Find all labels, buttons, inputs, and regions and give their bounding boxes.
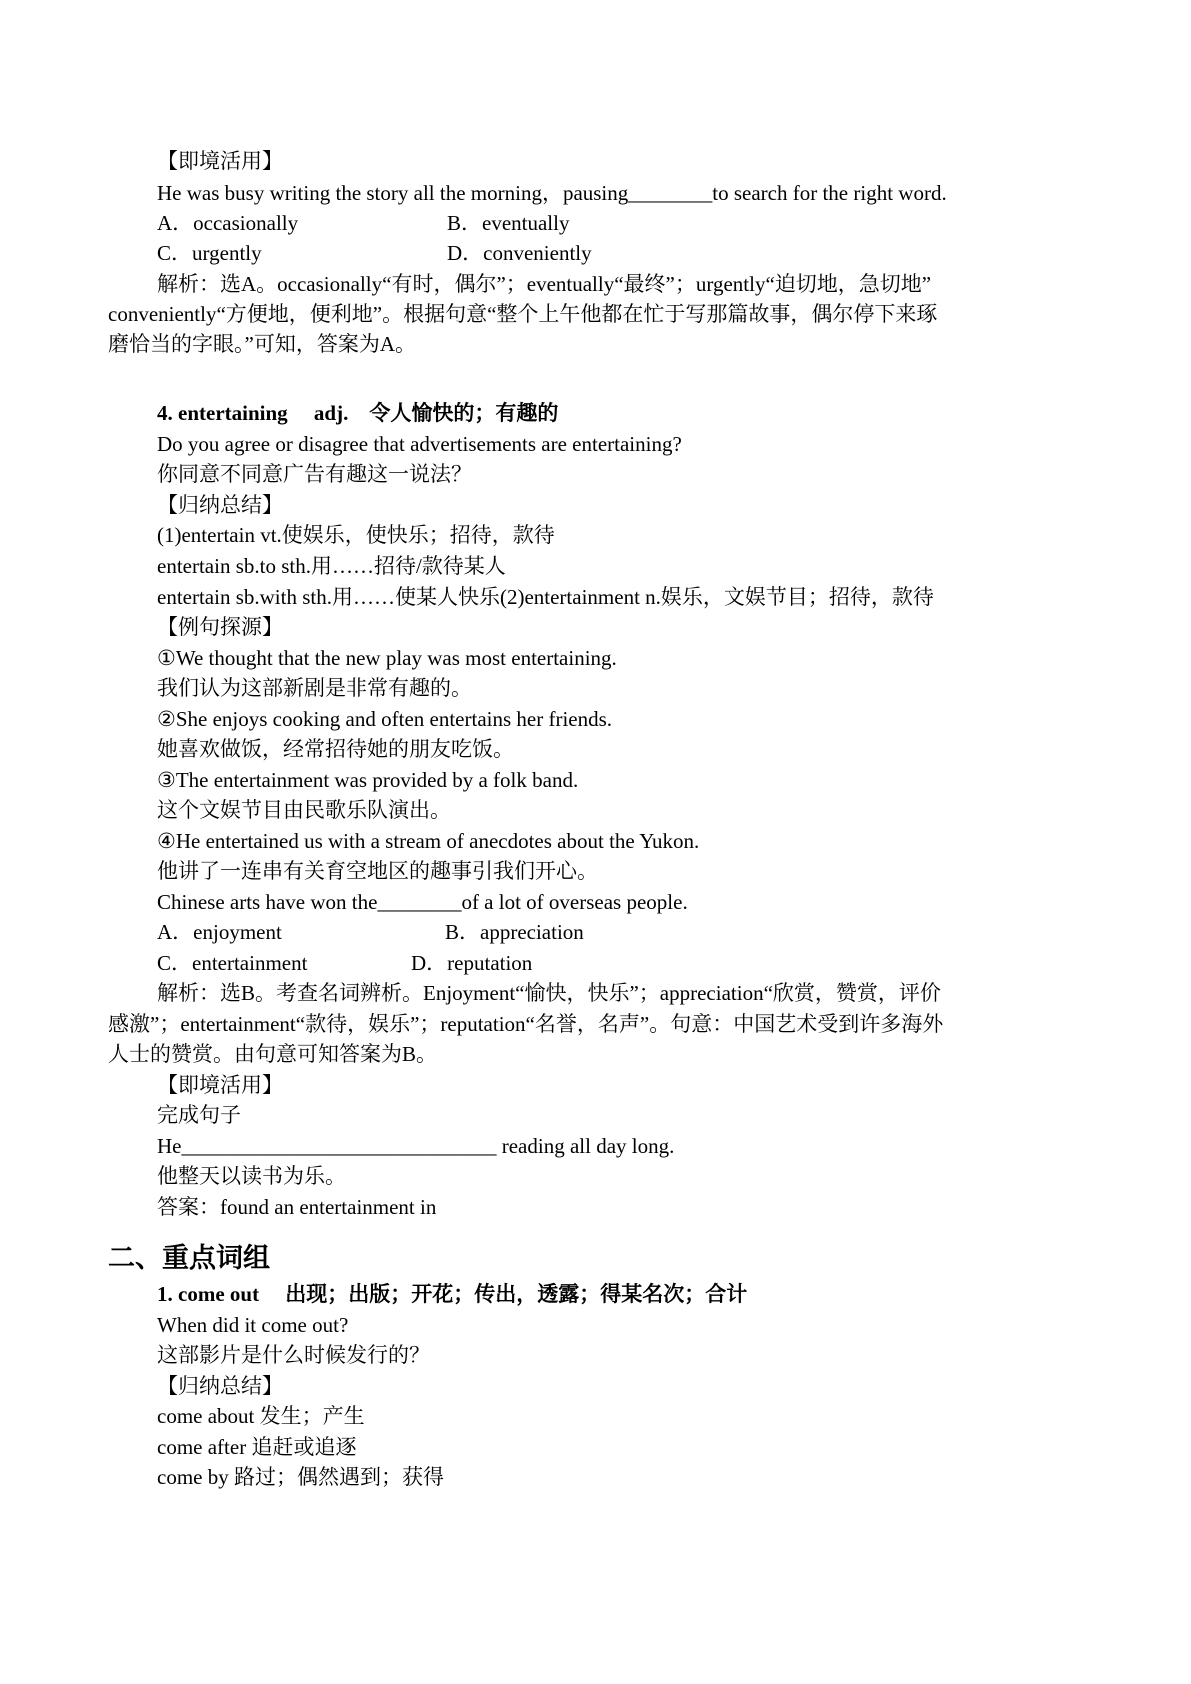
summary-heading: 【归纳总结】 [157,1374,283,1398]
summary-line: entertain sb.to sth.用……招待/款待某人 [157,554,506,578]
option-d: D．conveniently [447,241,592,265]
summary-line: (1)entertain vt.使娱乐，使快乐；招待，款待 [157,523,555,547]
example-cn: 我们认为这部新剧是非常有趣的。 [157,676,472,700]
phrase-item: come by 路过；偶然遇到；获得 [157,1465,444,1489]
summary-line: entertain sb.with sth.用……使某人快乐(2)entertainment n.娱乐，文娱节目；招待，款待 [157,585,934,609]
phrase-item: come after 追赶或追逐 [157,1435,357,1459]
option-c: C．urgently [157,241,262,265]
entry-title: 4. entertaining adj. 令人愉快的；有趣的 [157,401,559,425]
example-cn: 她喜欢做饭，经常招待她的朋友吃饭。 [157,737,514,761]
example-en: ④He entertained us with a stream of anecdotes about the Yukon. [157,829,700,853]
option-a: A．enjoyment [157,920,282,944]
example-en: ②She enjoys cooking and often entertains her friends. [157,707,613,731]
example-cn: 这个文娱节目由民歌乐队演出。 [157,798,451,822]
practice-task: 完成句子 [157,1103,241,1127]
example-en: ①We thought that the new play was most entertaining. [157,646,617,670]
analysis-line: 感激”；entertainment“款待，娱乐”；reputation“名誉，名声”。句意：中国艺术受到许多海外 [108,1012,944,1036]
answer-text: 答案：found an entertainment in [157,1195,437,1219]
option-c: C．entertainment [157,951,308,975]
example-cn: 他讲了一连串有关育空地区的趣事引我们开心。 [157,859,598,883]
examples-heading: 【例句探源】 [157,615,283,639]
example-en: Do you agree or disagree that advertisements are entertaining? [157,432,682,456]
summary-heading: 【归纳总结】 [157,493,283,517]
practice-heading: 【即境活用】 [157,1073,283,1097]
practice-sentence: He______________________________ reading all day long. [157,1134,675,1158]
analysis-line: 磨恰当的字眼。”可知，答案为A。 [108,332,416,356]
entry-title: 1. come out 出现；出版；开花；传出，透露；得某名次；合计 [157,1282,748,1306]
example-en: When did it come out? [157,1313,349,1337]
phrase-item: come about 发生；产生 [157,1404,365,1428]
section-heading: 二、重点词组 [108,1243,270,1273]
option-d: D．reputation [411,951,533,975]
example-cn: 你同意不同意广告有趣这一说法？ [157,462,472,486]
question-text: Chinese arts have won the________of a lot of overseas people. [157,890,688,914]
question-text: He was busy writing the story all the morning，pausing________to search for the right word. [157,181,947,205]
example-en: ③The entertainment was provided by a folk band. [157,768,579,792]
analysis-line: conveniently“方便地，便利地”。根据句意“整个上午他都在忙于写那篇故事，偶尔停下来琢 [108,302,938,326]
option-a: A．occasionally [157,211,299,235]
analysis-line: 解析：选A。occasionally“有时，偶尔”；eventually“最终”；urgently“迫切地，急切地” [157,272,932,296]
analysis-line: 人士的赞赏。由句意可知答案为B。 [108,1042,438,1066]
option-b: B．appreciation [445,920,584,944]
practice-heading: 【即境活用】 [157,149,283,173]
example-cn: 这部影片是什么时候发行的？ [157,1343,430,1367]
analysis-line: 解析：选B。考查名词辨析。Enjoyment“愉快，快乐”；appreciation“欣赏，赞赏，评价 [157,981,941,1005]
practice-translation: 他整天以读书为乐。 [157,1164,346,1188]
option-b: B．eventually [447,211,570,235]
